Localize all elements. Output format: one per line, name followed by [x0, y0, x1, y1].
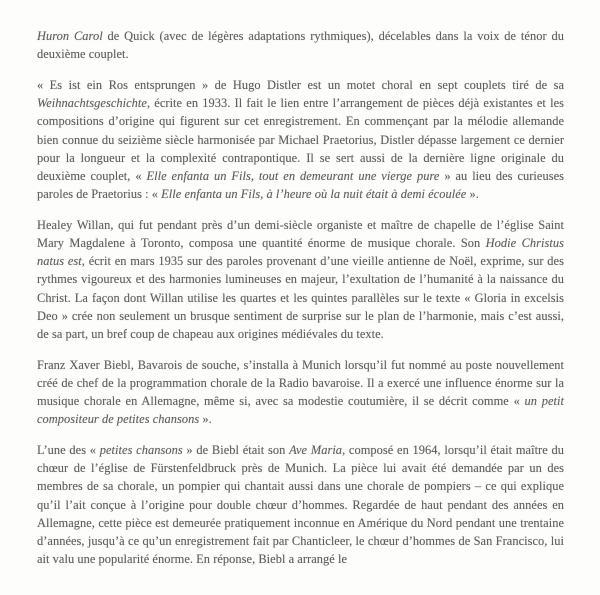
quotation-elle-enfanta-2: Elle enfanta un Fils, à l’heure où la nuit était à demi écoulée — [161, 187, 467, 202]
paragraph-distler — [37, 76, 564, 203]
paragraph-willan — [37, 216, 564, 343]
body-text: Healey Willan, qui fut pendant près d’un demi-siècle organiste et maître de chapelle de l’église Saint Mary Magdalene à Toronto, composa une quantité énorme de musique chorale. Son — [37, 217, 564, 251]
quotation-petit-compositeur: un petit compositeur de petites chansons — [37, 394, 565, 427]
quotation-elle-enfanta-1: Elle enfanta un Fils, tout en demeurant une vierge pure — [146, 168, 440, 183]
body-text: » de Biebl était son — [182, 443, 290, 458]
work-title-weihnachtsgeschichte: Weihnachtsgeschichte — [37, 96, 147, 111]
paragraph-ave-maria — [37, 441, 564, 568]
body-text: Franz Xaver Biebl, Bavarois de souche, s’installa à Munich lorsqu’il fut nommé au poste nouvellement créé de chef de la programmation chorale de la Radio bavaroise. Il a exercé une influence énorme sur la musique chorale en Allemagne, même si, avec sa modestie coutumière, il se décrit comme « — [37, 357, 564, 409]
work-title-hodie-christus: Hodie Christus natus est — [37, 236, 564, 269]
body-text: de Quick (avec de légères adaptations rythmiques), décelables dans la voix de ténor du deuxième couplet. — [37, 29, 564, 62]
body-text: ». — [199, 412, 212, 427]
work-title-ave-maria: Ave Maria — [289, 443, 343, 458]
body-text: , composé en 1964, lorsqu’il était maître du chœur de l’église de Fürstenfeldbruck près de Munich. La pièce lui avait été demandée par un des membres de sa chorale, un pompier qui chantait aussi dans une chorale de pompiers – ce qui explique qu’il l’ait conçue à l’origine pour double chœur d’hommes. Regardée de haut pendant des années en Allemagne, cette pièce est demeurée pratiquement inconnue en Amérique du Nord pendant une trentaine d’années, jusqu’à ce qu’un enregistrement fait par Chanticleer, le chœur d’hommes de San Francisco, lui ait valu une popularité énorme. En réponse, Biebl a arrangé le — [37, 443, 564, 567]
paragraph-huron-carol — [37, 27, 564, 63]
body-text: » au lieu des curieuses paroles de Praetorius : « — [37, 168, 564, 202]
body-text: ». — [466, 187, 479, 202]
body-text: L’une des « — [37, 443, 100, 458]
work-title-huron-carol: Huron Carol — [37, 29, 103, 43]
quotation-petites-chansons: petites chansons — [99, 443, 183, 458]
body-text: , écrite en 1933. Il fait le lien entre l’arrangement de pièces déjà existantes et les compositions d’origine qui figurent sur cet enregistrement. En commençant par la mélodie allemande bien connue du seizième siècle harmonisée par Michael Praetorius, Distler dépasse largement ce dernier pour la longueur et la complexité contrapontique. Il se sert aussi de la dernière ligne originale du deuxième couplet, « — [37, 96, 564, 183]
paragraph-biebl — [37, 356, 564, 429]
body-text: , écrit en mars 1935 sur des paroles provenant d’une vieille antienne de Noël, exprime, sur des rythmes vigoureux et des harmonies lumineuses en majeur, l’exultation de l’humanité à la naissance du Christ. La façon dont Willan utilise les quartes et les quintes parallèles sur le texte « Gloria in excelsis Deo » crée non seulement un brusque sentiment de surprise sur le plan de l’harmonie, mais c’est aussi, de sa part, un bref coup de chapeau aux origines médiévales du texte. — [37, 254, 564, 342]
body-text: « Es ist ein Ros entsprungen » de Hugo Distler est un motet choral en sept couplets tiré de sa — [37, 77, 564, 92]
